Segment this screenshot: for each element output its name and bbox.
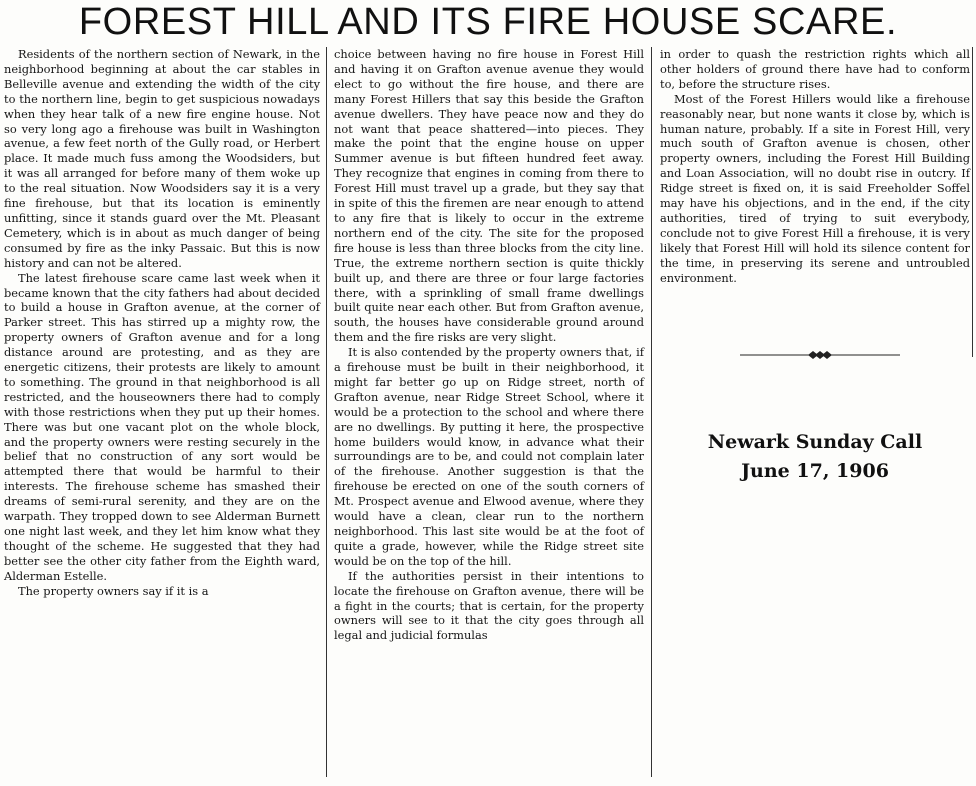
article-column-1	[4, 47, 320, 599]
article-column-3	[660, 47, 970, 286]
paragraph: If the authorities persist in their intentions to locate the firehouse on Grafton avenue, there will be a fight in the courts; that is certain, for the property owners will see to it that the city goes through all legal and judicial formulas	[334, 568, 644, 643]
headline: FOREST HILL AND ITS FIRE HOUSE SCARE.	[78, 1, 898, 43]
publication-date: June 17, 1906	[741, 460, 889, 482]
newspaper-name: Newark Sunday Call	[707, 431, 923, 453]
end-of-article-ornament	[740, 350, 900, 360]
paragraph: Residents of the northern section of Newark, in the neighborhood beginning at about the car stables in Belleville avenue and extending the width of the city to the northern line, begin to get suspicious nowadays when they hear talk of a new fire engine house. Not so very long ago a firehouse was built in Washington avenue, a few feet north of the Gully road, or Herbert place. It made much fuss among the Woodsiders, but it was all arranged for before many of them woke up to the real situation. Now Woodsiders say it is a very fine firehouse, but that its location is eminently unfitting, since it stands guard over the Mt. Pleasant Cemetery, which is in about as much danger of being consumed by fire as the inky Passaic. But this is now history and can not be altered.	[4, 47, 320, 270]
paragraph: The latest firehouse scare came last week when it became known that the city fathers had about decided to build a house in Grafton avenue, at the corner of Parker street. This has stirred up a mighty row, the property owners of Grafton avenue and for a long distance around are protesting, and as they are energetic citizens, their protests are likely to amount to something. The ground in that neighborhood is all restricted, and the houseowners there had to comply with those restrictions when they put up their homes. There was but one vacant plot on the whole block, and the property owners were resting securely in the belief that no construction of any sort would be attempted there that would be harmful to their interests. The firehouse scheme has smashed their dreams of semi-rural serenity, and they are on the warpath. They tropped down to see Alderman Burnett one night last week, and they let him know what they thought of the scheme. He suggested that they had better see the other city father from the Eighth ward, Alderman Estelle.	[4, 270, 320, 583]
paragraph: Most of the Forest Hillers would like a firehouse reasonably near, but none wants it close by, which is human nature, probably. If a site in Forest Hill, very much south of Grafton avenue is chosen, other property owners, including the Forest Hill Building and Loan Association, will no doubt rise in outcry. If Ridge street is fixed on, it is said Freeholder Soffel may have his objections, and in the end, if the city authorities, tired of trying to suit everybody, conclude not to give Forest Hill a firehouse, it is very likely that Forest Hill will hold its silence content for the time, in preserving its serene and untroubled environment.	[660, 91, 970, 285]
paragraph: It is also contended by the property owners that, if a firehouse must be built in their neighborhood, it might far better go up on Ridge street, north of Grafton avenue, near Ridge Street School, where it would be a protection to the school and where there are no dwellings. By putting it here, the prospective home builders would know, in advance what their surroundings are to be, and could not complain later of the firehouse. Another suggestion is that the firehouse be erected on one of the south corners of Mt. Prospect avenue and Elwood avenue, where they would have a clean, clear run to the northern neighborhood. This last site would be at the foot of quite a grade, however, while the Ridge street site would be on the top of the hill.	[334, 345, 644, 568]
paragraph: in order to quash the restriction rights which all other holders of ground there have had to conform to, before the structure rises.	[660, 47, 970, 91]
paragraph: choice between having no fire house in Forest Hill and having it on Grafton avenue avenue they would elect to go without the fire house, and there are many Forest Hillers that say this beside the Grafton avenue dwellers. They have peace now and they do not want that peace shattered—into pieces. They make the point that the engine house on upper Summer avenue is but fifteen hundred feet away. They recognize that engines in coming from there to Forest Hill must travel up a grade, but they say that in spite of this the firemen are near enough to attend to any fire that is likely to occur in the extreme northern end of the city. The site for the proposed fire house is less than three blocks from the city line. True, the extreme northern section is quite thickly built up, and there are three or four large factories there, with a sprinkling of small frame dwellings built quite near each other. But from Grafton avenue, south, the houses have considerable ground around them and the fire risks are very slight.	[334, 47, 644, 345]
paragraph: The property owners say if it is a	[18, 583, 209, 598]
column-rule	[326, 47, 327, 777]
article-column-2	[334, 47, 644, 643]
column-rule	[972, 47, 973, 357]
source-credit	[660, 428, 970, 486]
column-rule	[651, 47, 652, 777]
